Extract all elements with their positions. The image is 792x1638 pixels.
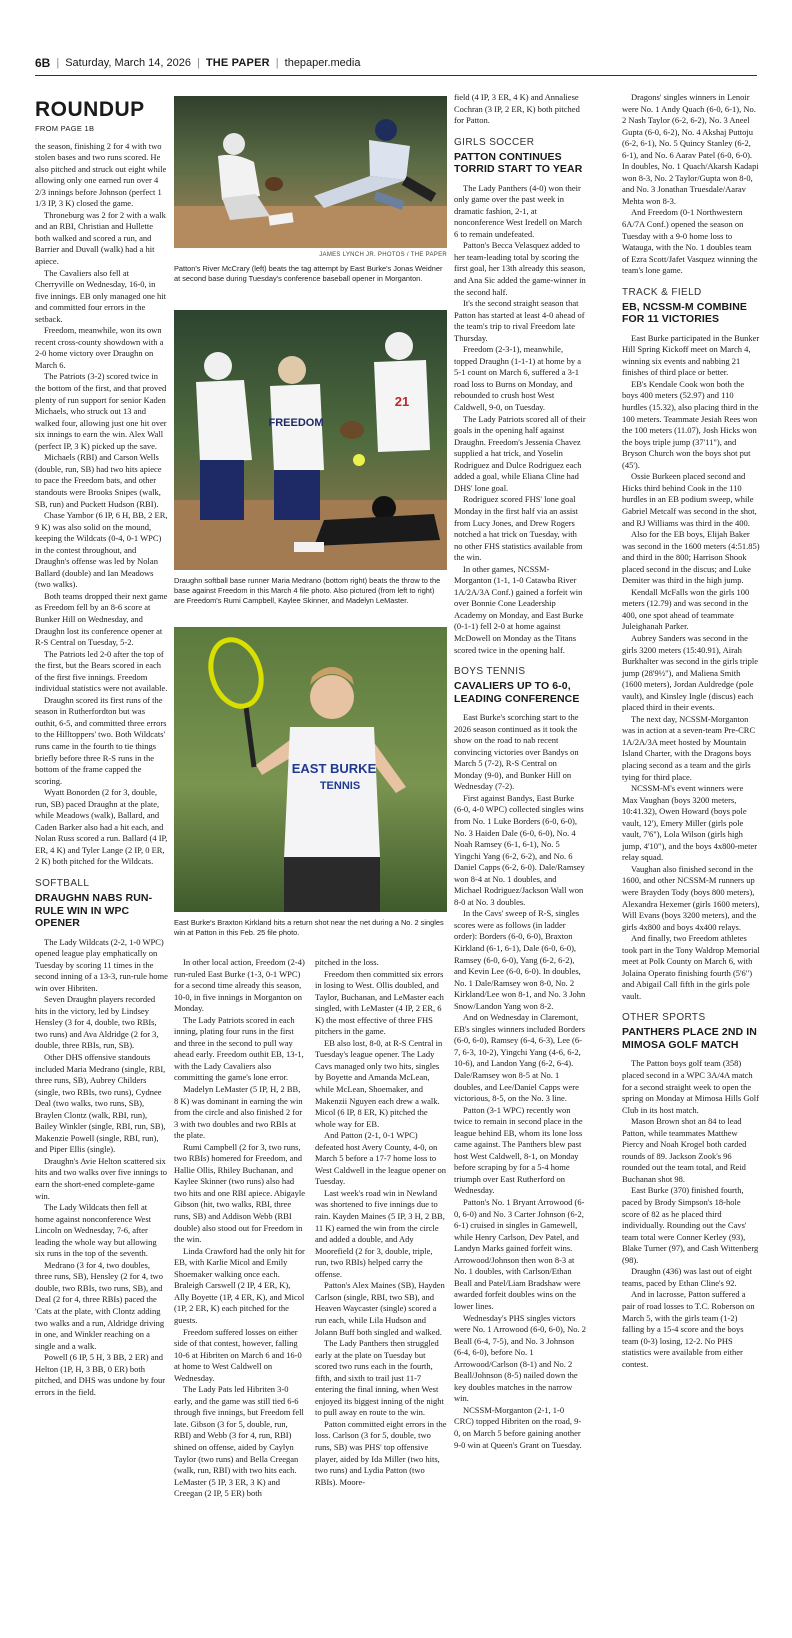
column-4 xyxy=(454,92,586,1451)
softball-illustration xyxy=(174,310,447,570)
paragraph: Last week's road win in Newland was shortened to five innings due to rain. Kayden Maines (5 IP, 3 H, 2 BB, 11 K) earned the win from the circle and added a double, and Ady Moorefield (2 for 3, double, triple, run, two RBIs) helped carry the offense. xyxy=(315,1187,445,1279)
col4-lead xyxy=(454,92,586,127)
tennis-headline: CAVALIERS UP TO 6-0, LEADING CONFERENCE xyxy=(454,680,580,705)
paragraph: Freedom suffered losses on either side of that contest, however, falling 10-6 at Hibriten on March 6 and 16-0 at home to West Caldwell on Wednesday. xyxy=(174,1326,302,1383)
paragraph: field (4 IP, 3 ER, 4 K) and Annaliese Cochran (3 IP, 2 ER, K) both pitched for Patton. xyxy=(454,92,580,126)
paragraph: The Lady Patriots scored in each inning, plating four runs in the first and three in the second to pull way ahead early. Freedom outhit EB, 13-1, with the Lady Cavaliers also committing the game's lone error. xyxy=(174,1014,304,1083)
paragraph: In other games, NCSSM-Morganton (1-1, 1-0 Catawba River 1A/2A/3A Conf.) gained a forfeit win over Bonnie Cone Leadership Academy on Monday, and East Burke (0-1-1) fell 2-0 at home against McDowell on Monday as the Titans scored twice in the opening half. xyxy=(454,563,584,655)
column-3 xyxy=(315,957,447,1488)
paragraph: The Patton boys golf team (358) placed second in a WPC 3A/4A match for a second straight week to open the spring on Monday at Mimosa Hills Golf Club in its host match. xyxy=(622,1058,759,1115)
jump-label: FROM PAGE 1B xyxy=(35,124,95,133)
paragraph: Patton committed eight errors in the loss. Carlson (3 for 5, double, two runs, SB) was PHS' top offensive player, aided by Ida Miller (two hits, two runs) and Lydia Patton (two RBIs). Moore- xyxy=(315,1418,447,1487)
column-5 xyxy=(622,92,760,1370)
jersey-text: FREEDOM xyxy=(268,417,324,429)
track-body xyxy=(622,333,760,1003)
paragraph: The Lady Patriots scored all of their goals in the opening half against Draughn. Freedom's Jessenia Chavez supplied a hat trick, and Yoselin Rodriguez and Dulce Rodriguez each added a goal, while Eliana Cline had DHS' lone goal. xyxy=(454,413,586,493)
paragraph: East Burke (370) finished fourth, paced by Brody Simpson's 18-hole score of 82 as he placed third individually. Rounding out the Cavs' team total were Conner Kerley (93), Blake Turner (97), and Cash Wittenberg (98). xyxy=(622,1185,759,1265)
baseball-illustration xyxy=(174,96,447,248)
paragraph: The Patriots led 2-0 after the top of the first, but the Bears scored in each of the first five innings. Freedom individual statistics were not available. xyxy=(35,648,168,694)
paragraph: Linda Crawford had the only hit for EB, with Karlie Micol and Emily Shoemaker walking once each. Braleigh Carswell (2 IP, 4 ER, K), Ally Boyette (1P, 4 ER, K), and Micol (1P, 2 ER, K) each pitched for the guests. xyxy=(174,1245,305,1325)
paragraph: Aubrey Sanders was second in the girls 3200 meters (15:40.91), Airah Burkhalter was second in the girls triple jump (28'9½"), and Maliena Smith (1600 meters), Jordan Auldredge (pole vault), and Kinsley Ingle (discus) each placed third in their events. xyxy=(622,632,758,713)
paragraph: Vaughan also finished second in the 1600, and other NCSSM-M runners up were Brayden Tody (boys 800 meters), Alexandra Hexemer (girls 1600 meters), Will Evans (boys 3200 meters), and the girls 4x800 and boys 4x400 relays. xyxy=(622,863,760,932)
paragraph: Freedom (2-3-1), meanwhile, topped Draughn (1-1-1) at home by a 5-1 count on March 6, suffered a 3-1 road loss to Burns on Monday, and rebounded to crush host West Caldwell, 9-0, on Tuesday. xyxy=(454,344,581,413)
paragraph: Mason Brown shot an 84 to lead Patton, while teammates Matthew Piercy and Noah Krogel both carded rounds of 89. Jackson Zook's 96 rounded out the team total, and Reid Buchanan shot 98. xyxy=(622,1116,747,1184)
track-headline: EB, NCSSM-M COMBINE FOR 11 VICTORIES xyxy=(622,300,747,326)
paragraph: First against Bandys, East Burke (6-0, 4-0 WPC) collected singles wins from No. 1 Luke Borders (6-0, 6-0), No. 3 Haiden Dale (6-0, 6-0), No. 4 Noah Ramsey (6-1, 6-1), No. 5 Yingchi Yang (6-2, 6-2), and No. 6 Daniel Capps (6-2, 6-0). Dale/Ramsey won 8-4 at No. 1 doubles, and Michael Rodriguez/Jackson Wall won 8-0 at No. 3 doubles. xyxy=(454,792,585,907)
softball-headline: DRAUGHN NABS RUN-RULE WIN IN WPC OPENER xyxy=(35,892,153,929)
paragraph: Seven Draughn players recorded hits in the victory, led by Lindsey Hensley (3 for 4, double, two RBIs, two runs) and Ava Aldridge (2 for 3, double, three RBIs, run, SB). xyxy=(35,994,159,1051)
photo-credit: JAMES LYNCH JR. PHOTOS / THE PAPER xyxy=(319,252,447,258)
paragraph: In the Cavs' sweep of R-S, singles scores were as follows (in ladder order): Borders (6-0, 6-0), Braxton Kirkland (6-1, 6-1), Dale (6-0, 6-0), Ramsey (6-0, 6-0), Yang (6-2, 6-2), and Kevin Lee (6-0, 6-0). In doubles, No. 1 Dale/Ramsey won 8-0, No. 2 Kirkland/Lee won 8-1, and No. 3 John Snow/Landon Yang won 8-2. xyxy=(454,908,586,1011)
page-number: 6B xyxy=(35,55,51,70)
photo-caption-3: East Burke's Braxton Kirkland hits a return shot near the net during a No. 2 singles win at Patton in this Feb. 25 file photo. xyxy=(174,918,444,937)
paragraph: Other DHS offensive standouts included Maria Medrano (single, RBI, three runs, SB), Aubrey Childers (single, two RBIs, two runs), Cydnee Deal (two walks, two runs, SB), Braylen Clontz (walk, RBI, run), Bailey Winkler (single, RBI, run, SB), Makenzie Powell (single, RBI, run), and Piper Ellis (single). xyxy=(35,1051,166,1155)
paragraph: Chase Yambor (6 IP, 6 H, BB, 2 ER, 9 K) was also solid on the mound, keeping the Wildcats (0-4, 0-1 WPC) in the contest throughout, and Draughn's offense was led by Nolan Ballard (double) and Ian Meadows (two walks). xyxy=(35,510,168,590)
paragraph: Draughn's Avie Helton scattered six hits and two walks over five innings to earn the short-ened complete-game win. xyxy=(35,1155,167,1201)
col1-body xyxy=(35,141,168,868)
other-sports-label: OTHER SPORTS xyxy=(622,1012,706,1024)
paragraph: Freedom then committed six errors in losing to West. Ollis doubled, and Taylor, Buchanan, and LeMaster each singled, with LeMaster (4 IP, 2 ER, 6 K) the most effective of three FHS pitchers in the game. xyxy=(315,968,444,1037)
paragraph: Also for the EB boys, Elijah Baker was second in the 1600 meters (4:51.85) and third in the 800; Harrison Shook placed second in the discus; and Luke Demiter was third in the high jump. xyxy=(622,529,760,586)
paragraph: NCSSM-Morganton (2-1, 1-0 CRC) topped Hibriten on the road, 9-0, on March 5 before gaining another 9-0 win at Queen's Grant on Tuesday. xyxy=(454,1404,582,1450)
header-separator: | xyxy=(275,56,279,69)
paragraph: Draughn scored its first runs of the season in Rutherfordton but was outhit, 6-5, and committed three errors to the Hilltoppers' two. Both Wildcats' runs came in the fourth to tie things briefly before three R-S runs in the bottom of the frame capped the scoring. xyxy=(35,694,167,786)
paragraph: The Lady Panthers (4-0) won their only game over the past week in dramatic fashion, 2-1, at nonconference West Iredell on March 6 to remain undefeated. xyxy=(454,182,583,239)
softball-body xyxy=(35,937,168,1399)
paper-name: THE PAPER xyxy=(205,56,270,69)
header-separator: | xyxy=(56,56,60,69)
baseball-photo xyxy=(174,96,447,248)
paragraph: Medrano (3 for 4, two doubles, three runs, SB), Hensley (2 for 4, two double, two RBIs, two runs, SB), and Deal (2 for 4, three RBIs) paced the 'Cats at the plate, with Clontz adding two walks and a run, Aldridge driving in one, and Winkler reaching on a single and a walk. xyxy=(35,1259,165,1351)
paragraph: Patton's Alex Maines (SB), Hayden Carlson (single, RBI, two SB), and Heaven Waycaster (single) scored a run each, while Lila Hudson and Jolann Buff both singled and walked. xyxy=(315,1280,445,1337)
column-1 xyxy=(35,98,168,1398)
paragraph: Both teams dropped their next game as Freedom fell by an 8-6 score at Bunker Hill on Wednesday, and Draughn lost its conference opener at R-S Central on Tuesday, 5-2. xyxy=(35,590,168,648)
paragraph: Powell (6 IP, 5 H, 3 BB, 2 ER) and Helton (1P, H, 3 BB, 0 ER) both pitched, and DHS was undone by four errors in the field. xyxy=(35,1352,166,1397)
col3-body xyxy=(315,957,447,1488)
paragraph: EB's Kendale Cook won both the boys 400 meters (52.97) and 110 hurdles (15.32), also placing third in the 100 meters. Teammate Jesiah Rees won the 100 meters (11.07), Josh Hicks won the boys triple jump (37'11"), and Bryson Church won the boys shot put (45'). xyxy=(622,378,759,470)
tennis-body xyxy=(454,712,586,1451)
paragraph: Throneburg was 2 for 2 with a walk and an RBI, Christian and Hullette both walked and scored a run, and Barrier and Duvall (walk) had a hit apiece. xyxy=(35,209,166,267)
paragraph: The Patriots (3-2) scored twice in the bottom of the first, and that proved plenty of run support for senior Kaden Michaels, who struck out 13 and walked four, allowing just one hit over six innings to earn the win. Alex Wall (perfect IP, 3 K) picked up the save. xyxy=(35,371,167,451)
paragraph: Draughn (436) was last out of eight teams, paced by Ethan Cline's 92. xyxy=(622,1266,752,1288)
soccer-headline: PATTON CONTINUES TORRID START TO YEAR xyxy=(454,150,583,176)
paragraph: And in lacrosse, Patton suffered a pair of road losses to T.C. Roberson on March 5, with the girls team (1-2) falling by a 15-4 score and the boys team (0-3) losing, 12-2. No PHS statistics were available from either contest. xyxy=(622,1289,755,1369)
jersey-number: 21 xyxy=(394,394,410,409)
roundup-title: ROUNDUP xyxy=(35,98,145,121)
other-sports-body xyxy=(622,1058,760,1370)
paragraph: Madelyn LeMaster (5 IP, H, 2 BB, 8 K) was dominant in earning the win from the circle and also finished 2 for 3 with two doubles and two RBIs at the plate. xyxy=(174,1084,303,1141)
column-2 xyxy=(174,957,306,1500)
paragraph: The Lady Panthers then struggled early at the plate on Tuesday but scored two runs each in the fourth, fifth, and sixth to trail just 11-7 entering the final inning, when West enjoyed its biggest inning of the night to pull away en route to the win. xyxy=(315,1338,444,1418)
shirt-text-2: TENNIS xyxy=(319,780,361,792)
softball-photo xyxy=(174,310,447,570)
paragraph: The Lady Wildcats then fell at home against nonconference West Lincoln on Wednesday, 7-6, after leading the whole way but allowing six runs in the top of the seventh. xyxy=(35,1202,157,1259)
paragraph: the season, finishing 2 for 4 with two stolen bases and two runs scored. He also pitched and struck out eight while allowing only one earned run over 4 2/3 innings before Johnson (perfect 1 1/3 IP, 3 K) closed the game. xyxy=(35,140,167,209)
shirt-text-1: EAST BURKE xyxy=(291,761,377,776)
paragraph: Wednesday's PHS singles victors were No. 1 Arrowood (6-0, 6-0), No. 2 Beall (6-4, 7-5), and No. 3 Johnson (6-4, 6-0), before No. 1 Arrowood/Carlson (8-1) and No. 2 Beall/Johnson (8-5) nailed down the key doubles matches in the narrow win. xyxy=(454,1312,586,1404)
paragraph: Kendall McFalls won the girls 100 meters (12.79) and was second in the 400, one spot ahead of teammate Juleighanah Parker. xyxy=(622,586,750,632)
paragraph: It's the second straight season that Patton has started at least 4-0 ahead of the team's trip to rival Freedom late Thursday. xyxy=(454,298,585,343)
paragraph: The next day, NCSSM-Morganton was in action at a seven-team Pre-CRC 1A/2A/3A meet hosted by Mountain Island Charter, with the Dragons boys placing second as a team and the girls tying for third place. xyxy=(622,713,756,782)
paragraph: East Burke participated in the Bunker Hill Spring Kickoff meet on March 4, winning six events and nabbing 21 finishes of third place or better. xyxy=(622,332,760,378)
col2-body xyxy=(174,957,306,1500)
paragraph: NCSSM-M's event winners were Max Vaughan (boys 3200 meters, 10:41.32), Owen Howard (boys pole vault, 12'), Emery Miller (girls pole vault, 7'6"), Lola Wilson (girls high jump, 4'10"), and the boys 4x800-meter relay squad. xyxy=(622,783,758,863)
paragraph: Michaels (RBI) and Carson Wells (double, run, SB) had two hits apiece to pace the Freedom bats, and other standouts were Brooks Snipes (walk, SB, run) and Puckett Hudson (RBI). xyxy=(35,452,162,509)
site-url[interactable]: thepaper.media xyxy=(284,56,361,69)
paragraph: The Lady Pats led Hibriten 3-0 early, and the game was still tied 6-6 through five innings, but Freedom fell late. Gibson (3 for 5, double, run, RBI) and Webb (3 for 4, run, RBI) shined on offense, aided by Caylyn Taylor (two runs) and Bella Creegan (walk, run, RBI) with two hits each. LeMaster (5 IP, 3 ER, 3 K) and Creegan (2 IP, 5 ER) both xyxy=(174,1384,304,1499)
paragraph: The Lady Wildcats (2-2, 1-0 WPC) opened league play emphatically on Tuesday by scoring 11 times in the second inning of a 13-3, run-rule home win over Hibriten. xyxy=(35,936,168,993)
paragraph: Dragons' singles winners in Lenoir were No. 1 Andy Quach (6-0, 6-1), No. 2 Nash Taylor (6-2, 6-2), No. 3 Aneel Gupta (6-0, 6-2), No. 4 Akshaj Puttoju (6-2, 6-1), No. 5 Quincy Stanley (6-2, 6-1), and No. 6 Aarav Patel (6-0, 6-0). In doubles, No. 1 Quach/Akarsh Kadapi won 8-3, No. 2 Taylor/Gupta won 8-0, and No. 3 Jonathan Truesdale/Aarav Mehta won 8-3. xyxy=(622,92,759,206)
paragraph: And Patton (2-1, 0-1 WPC) defeated host Avery County, 4-0, on March 5 before a 17-7 home loss to West Caldwell in the league opener on Tuesday. xyxy=(315,1130,447,1187)
track-label: TRACK & FIELD xyxy=(622,286,702,298)
paragraph: Wyatt Bonorden (2 for 3, double, run, SB) paced Draughn at the plate, while Meadows (walk), Ballard, and Caden Barker also had a hit each, and Nolan Russ scored a run. Ballard (4 IP, ER, 4 K) and Tyler Lange (2 IP, 0 ER, 2 K) both pitched for the Wildcats. xyxy=(35,787,168,867)
paragraph: And on Wednesday in Claremont, EB's singles winners included Borders (6-0, 6-0), Ramsey (6-4, 6-3), Lee (6-7, 6-3, 10-2), Yingchi Yang (4-6, 6-2, 10-6), and Landon Yang (6-2, 6-4). Dale/Ramsey won 8-5 at No. 1 doubles, and Lee/Daniel Capps were victorious, 8-5, on the No. 3 line. xyxy=(454,1012,585,1104)
soccer-body xyxy=(454,183,586,656)
paragraph: Rumi Campbell (2 for 3, two runs, two RBIs) homered for Freedom, and Hallie Ollis, Rhiley Buchanan, and Kaylee Skinner (two runs) also had two hits and one RBI apiece. Abigayle Gibson (hit, two walks, RBI, three runs, SB) and Addison Webb (RBI double) also stood out for Freedom in the win. xyxy=(174,1141,306,1245)
paragraph: Patton's Becca Velasquez added to her team-leading total by scoring the first goal, her 13th already this season, and Ana Sic added the game-winner in the second half. xyxy=(454,240,586,297)
paragraph: And Freedom (0-1 Northwestern 6A/7A Conf.) opened the season on Tuesday with a 9-0 home loss to Watauga, with the No. 1 doubles team of Ezra Scott/Jafet Vasquez winning the team's lone game. xyxy=(622,207,758,276)
tennis-label: BOYS TENNIS xyxy=(454,666,526,678)
other-sports-headline: PANTHERS PLACE 2ND IN MIMOSA GOLF MATCH xyxy=(622,1026,757,1051)
header-separator: | xyxy=(196,56,200,69)
tennis-photo xyxy=(174,627,447,912)
col5-lead xyxy=(622,92,760,277)
photo-caption-2: Draughn softball base runner Maria Medrano (bottom right) beats the throw to the base against Freedom in this March 4 file photo. Also pictured (from left to right) are Freedom's Rumi Campbell, Kaylee Skinner, and Madelyn LeMaster. xyxy=(174,576,441,605)
paragraph: Patton's No. 1 Bryant Arrowood (6-0, 6-0) and No. 3 Carter Johnson (6-2, 6-1) cruised in singles in Gamewell, while Henry Carlson, Dev Patel, and Landyn Marks gained forfeit wins. Arrowood/Johnson then won 8-3 at No. 1 doubles, with Carlson/Ethan Beall and Patel/Liam Bradshaw were awarded forfeit doubles wins on the lower lines. xyxy=(454,1197,585,1311)
photo-caption-1: Patton's River McCrary (left) beats the tag attempt by East Burke's Jonas Weidner at second base during Tuesday's conference baseball opener in Morganton. xyxy=(174,264,443,283)
paragraph: East Burke's scorching start to the 2026 season continued as it took the show on the road to nab recent convincing victories over Bandys on March 5 (7-2), R-S Central on Monday (9-0), and Bunker Hill on Wednesday (7-2). xyxy=(454,712,579,792)
issue-date: Saturday, March 14, 2026 xyxy=(65,56,191,69)
softball-label: SOFTBALL xyxy=(35,878,90,889)
paragraph: pitched in the loss. xyxy=(315,957,379,967)
paragraph: Ossie Burkeen placed second and Hicks third behind Cook in the 110 hurdles in an EB podium sweep, while Gabriel Metcalf was second in the shot, and RJ Williams was third in the 400. xyxy=(622,471,757,528)
paragraph: Patton (3-1 WPC) recently won twice to remain in second place in the league behind EB, whom its lone loss came against. The Panthers blew past host West Caldwell, 8-1, on Monday before scraping by for a 5-4 home triumph over East Rutherford on Wednesday. xyxy=(454,1104,583,1196)
paragraph: In other local action, Freedom (2-4) run-ruled East Burke (1-3, 0-1 WPC) for a second time already this season, 10-0, in five innings in Morganton on Monday. xyxy=(174,957,305,1014)
paragraph: And finally, two Freedom athletes took part in the Tony Waldrop Memorial meet at Polk County on March 6, with Jolaina Operato finishing fourth (5'6") and Abigail Call fifth in the girls pole vault. xyxy=(622,933,760,1001)
page-header xyxy=(35,50,757,76)
tennis-illustration xyxy=(174,627,447,912)
soccer-label: GIRLS SOCCER xyxy=(454,136,535,148)
paragraph: The Cavaliers also fell at Cherryville on Wednesday, 16-0, in five innings. EB only managed one hit and committed four errors in the setback. xyxy=(35,267,167,324)
paragraph: Freedom, meanwhile, won its own recent cross-county showdown with a 2-0 home victory over Draughn on March 6. xyxy=(35,325,164,370)
paragraph: EB also lost, 8-0, at R-S Central in Tuesday's league opener. The Lady Cavs managed only two hits, singles by Boyette and Amanda McLean, while McLean, Shoemaker, and Makenzii Nguyen each drew a walk. Micol (6 IP, 8 ER, K) pitched the whole way for EB. xyxy=(315,1037,443,1129)
paragraph: Rodriguez scored FHS' lone goal Monday in the first half via an assist from Lucy Jones, and Drew Rogers notched a hat trick on Tuesday, with no other FHS statistics available from the win. xyxy=(454,494,583,563)
